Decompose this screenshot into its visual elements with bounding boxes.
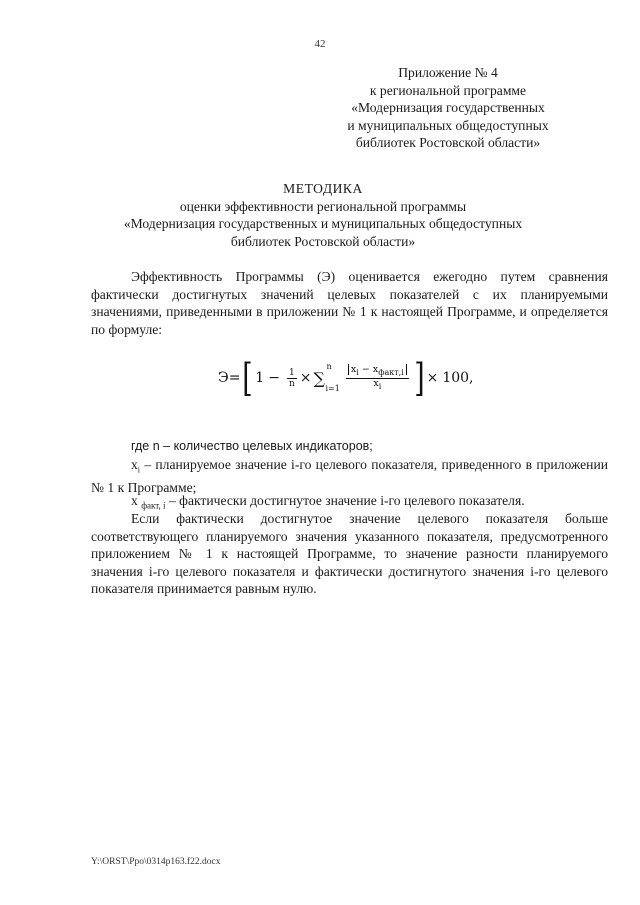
appendix-line: библиотек Ростовской области» <box>355 135 541 150</box>
definition-xi: $x_i$ – планируемое значение i-го целевого показателя, приведенного в приложении № 1 к Программе; <box>91 457 608 496</box>
ratio-numerator: $x_i - x_{факт,i}$ <box>346 365 409 379</box>
formula-lhs: Э= <box>218 370 241 386</box>
closing-paragraph: Если фактически достигнутое значение целевого показателя больше соответствующего планируемого значения указанного показателя, предусмотренного приложением № 1 к настоящей Программе, то значение разности планируемого значения i-го целевого показателя и фактически достигнутого значения i-го целевого показателя принимается равным нулю. <box>91 511 608 597</box>
left-bracket: [ <box>242 356 254 400</box>
formula-fraction <box>287 368 297 389</box>
document-title <box>88 180 558 250</box>
appendix-line: к региональной программе <box>369 82 527 98</box>
definition-xfact: x $_{факт, i}$ – фактически достигнутое значение i-го целевого показателя. <box>131 493 525 511</box>
title-heading: МЕТОДИКА <box>283 181 363 196</box>
intro-paragraph: Эффективность Программы (Э) оценивается ежегодно путем сравнения фактически достигнутых значений целевых показателей с их планируемыми значениями, приведенными в приложении № 1 к настоящей Программе, и определяется по формуле: <box>91 269 608 337</box>
appendix-block <box>318 64 578 152</box>
ratio-denominator: $x_i$ <box>373 377 382 391</box>
right-bracket: ] <box>413 356 425 400</box>
definition-n: где n – количество целевых индикаторов; <box>131 439 373 453</box>
fraction-denominator: n <box>288 378 295 389</box>
footer-filepath: Y:\ORST\Ppo\0314p163.f22.docx <box>91 857 221 867</box>
fraction-numerator: 1 <box>288 367 295 378</box>
formula-one: 1 <box>255 370 265 386</box>
formula <box>218 356 474 400</box>
appendix-line: «Модернизация государственных <box>351 100 545 115</box>
formula-minus: − <box>268 370 280 386</box>
formula-hundred: 100, <box>442 370 474 386</box>
page-number: 42 <box>314 38 326 50</box>
appendix-line: Приложение № 4 <box>398 65 498 80</box>
xfact-symbol: x <box>131 493 138 508</box>
sum-lower: i=1 <box>325 383 340 393</box>
sum-operator: ∑ n i=1 <box>313 361 340 393</box>
ratio-fraction <box>346 365 409 392</box>
appendix-line: и муниципальных общедоступных <box>347 117 549 133</box>
sum-upper: n <box>326 361 332 371</box>
title-line: библиотек Ростовской области» <box>230 233 416 249</box>
formula-times-2: × <box>426 370 439 386</box>
formula-times: × <box>299 370 312 386</box>
xi-symbol: x <box>131 457 138 472</box>
title-line: «Модернизация государственных и муниципальных общедоступных <box>123 216 523 231</box>
title-line: оценки эффективности региональной программы <box>179 198 467 214</box>
